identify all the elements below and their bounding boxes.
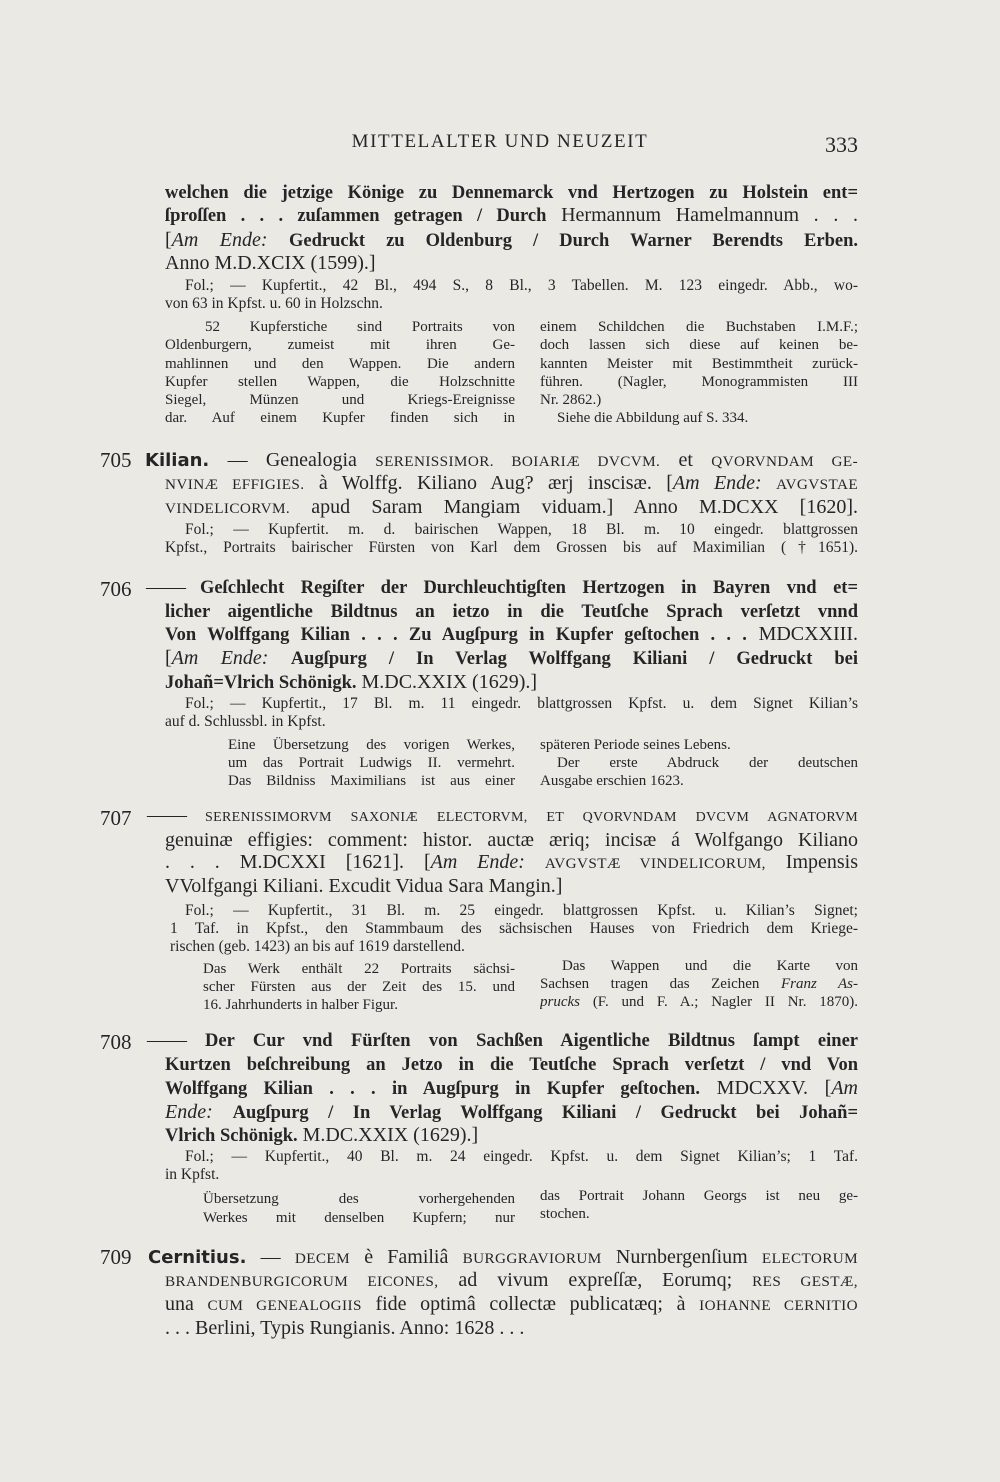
ditto-dash: ——: [147, 1029, 187, 1051]
am-ende-label: Am Ende:: [171, 229, 268, 251]
title-line: [200, 575, 858, 599]
entry-number: 706: [100, 577, 132, 601]
note-left-line: mahlinnen und den Wappen. Die andern: [165, 356, 515, 372]
title-line: [145, 448, 858, 472]
collation-line: Fol.; — Kupfertit., 40 Bl. m. 24 eingedr. Kpfst. u. dem Signet Kilian’s; 1 Taf.: [185, 1148, 858, 1165]
title-line: [205, 1028, 858, 1052]
fraktur-text: licher aigentliche Bildtnus an ietzo in die Teutſche Sprach verſetzt vnnd: [165, 602, 858, 622]
note-left-line: Übersetzung des vorhergehenden: [203, 1191, 515, 1207]
roman-text: — Genealogia: [227, 449, 357, 471]
roman-text: M.DC.XXIX (1629).]: [302, 1124, 479, 1146]
roman-text: MDCXXIII.: [758, 623, 858, 645]
note-left-line: 52 Kupferstiche sind Portraits von: [205, 319, 515, 335]
note-right-line: späteren Periode seines Lebens.: [540, 737, 731, 753]
note-right-line: das Portrait Johann Georgs ist neu ge-: [540, 1188, 858, 1204]
fraktur-text: Gedruckt zu Oldenburg / Durch Warner Berendts Erben.: [288, 231, 858, 251]
note-right-line: stochen.: [540, 1206, 590, 1222]
note-left-line: 16. Jahrhunderts in halber Figur.: [203, 997, 398, 1013]
collation-line: Fol.; — Kupfertit., 42 Bl., 494 S., 8 Bl., 3 Tabellen. M. 123 eingedr. Abb., wo-: [185, 277, 858, 294]
note-left-line: um das Portrait Ludwigs II. vermehrt.: [228, 755, 515, 771]
roman-text: Hermannum Hamelmannum . . .: [561, 204, 858, 226]
engraver-name-italic: Franz As-: [780, 976, 858, 992]
roman-text: ad vivum expreſſæ, Eorumq;: [458, 1269, 733, 1291]
smallcaps-text: AVGVSTAE: [776, 476, 858, 493]
fraktur-text: Wolffgang Kilian . . . in Augſpurg in Kupfer geſtochen.: [165, 1079, 700, 1099]
smallcaps-text: SERENISSIMOR. BOIARIÆ DVCVM.: [375, 453, 661, 470]
note-right-line: kannten Meister mit Bestimmtheit zurück-: [540, 356, 858, 372]
ditto-dash: ——: [146, 576, 186, 598]
note-left-line: Das Werk enthält 22 Portraits sächsi-: [203, 961, 515, 977]
smallcaps-text: AVGVSTÆ VINDELICORUM,: [544, 855, 766, 872]
collation-line: 1 Taf. in Kpfst., den Stammbaum des sächsischen Hauses von Friedrich dem Kriege-: [170, 920, 858, 937]
note-left-line: Siegel, Münzen und Kriegs-Ereignisse: [165, 392, 515, 408]
title-line: [165, 1076, 858, 1100]
entry-number: 705: [100, 448, 132, 472]
roman-text: Nurnbergenſium: [615, 1246, 748, 1268]
title-line: [165, 599, 858, 623]
smallcaps-text: BURGGRAVIORUM: [462, 1250, 602, 1267]
collation-line: auf d. Schlussbl. in Kpfst.: [165, 713, 326, 730]
smallcaps-text: DECEM: [294, 1250, 350, 1267]
note-right-line: [562, 957, 858, 975]
title-line: [165, 228, 858, 252]
note-right-line: einem Schildchen die Buchstaben I.M.F.;: [540, 319, 858, 335]
title-line: [165, 850, 858, 874]
fraktur-text: Der Cur vnd Fürſten von Sachßen Aigentliche Bildtnus ſampt einer: [205, 1031, 858, 1051]
roman-text: à Wolffg. Kiliano Aug? ærj inscisæ. [: [318, 472, 673, 494]
collation-line: von 63 in Kpfst. u. 60 in Holzschn.: [165, 295, 383, 312]
title-line: [165, 1052, 858, 1076]
smallcaps-text: VINDELICORVM.: [165, 500, 291, 517]
roman-text: fide optimâ collectæ publicatæq; à: [375, 1293, 686, 1315]
title-line: [165, 1268, 858, 1292]
roman-text: et: [678, 449, 693, 471]
collation-line: rischen (geb. 1423) an bis auf 1619 darstellend.: [170, 938, 465, 955]
note-right-line: Ausgabe erschien 1623.: [540, 773, 684, 789]
collation-line: Fol.; — Kupfertit., 17 Bl. m. 11 eingedr. blattgrossen Kpfst. u. dem Signet Kilian’s: [185, 695, 858, 712]
title-line: [165, 1123, 858, 1147]
fraktur-text: ſproſſen . . . zuſammen getragen / Durch: [165, 206, 547, 226]
roman-text: . . . Berlini, Typis Rungianis. Anno: 1628 . . .: [165, 1317, 525, 1339]
roman-text: . . . M.DCXXI [1621]. [: [165, 851, 431, 873]
engraver-name-italic: prucks: [540, 994, 580, 1010]
bracket: [: [165, 647, 172, 669]
fraktur-text: Kurtzen beſchreibung an Jetzo in die Teutſche Sprach verſetzt / vnd Von: [165, 1055, 858, 1075]
note-right-line: Der erste Abdruck der deutschen: [557, 755, 858, 771]
fraktur-text: Augſpurg / In Verlag Wolffgang Kiliani / Gedruckt bei: [290, 649, 858, 669]
title-line: [148, 1245, 858, 1269]
title-line: [165, 874, 858, 898]
am-ende-label: Am Ende:: [672, 472, 762, 494]
note-text: (F. und F. A.; Nagler II Nr. 1870).: [592, 994, 858, 1010]
note-left-line: Eine Übersetzung des vorigen Werkes,: [228, 737, 515, 753]
title-line: [165, 828, 858, 852]
smallcaps-text: BRANDENBURGICORUM EICONES,: [165, 1273, 439, 1290]
note-right-line: führen. (Nagler, Monogrammisten III: [540, 374, 858, 390]
note-left-line: Kupfer stellen Wappen, die Holzschnitte: [165, 374, 515, 390]
roman-text: —: [260, 1246, 281, 1268]
fraktur-text: welchen die jetzige Könige zu Dennemarck vnd Hertzogen zu Holstein ent=: [165, 183, 858, 203]
author-heading: Cernitius.: [148, 1247, 247, 1268]
entry-number: 708: [100, 1030, 132, 1054]
smallcaps-text: QVORVNDAM GE-: [711, 453, 858, 470]
title-line: [165, 180, 858, 204]
roman-text: M.DC.XXIX (1629).]: [361, 671, 538, 693]
fraktur-text: Johañ=Vlrich Schönigk.: [165, 673, 357, 693]
roman-text: VVolfgangi Kiliani. Excudit Vidua Sara Mangin.]: [165, 875, 563, 897]
note-right-line: [540, 993, 858, 1011]
title-line: [165, 203, 858, 227]
smallcaps-text: ELECTORUM: [761, 1250, 858, 1267]
note-see-reference: Siehe die Abbildung auf S. 334.: [557, 410, 749, 426]
title-line: [165, 622, 858, 646]
title-line: [165, 495, 858, 519]
title-line: [165, 1100, 858, 1124]
author-heading: Kilian.: [145, 450, 210, 471]
smallcaps-text: RES GESTÆ,: [752, 1273, 858, 1290]
running-title: MITTELALTER UND NEUZEIT: [351, 131, 649, 152]
collation-line: Fol.; — Kupfertit. m. d. bairischen Wappen, 18 Bl. m. 10 eingedr. blattgrossen: [185, 521, 858, 538]
roman-text: apud Saram Mangiam viduam.] Anno M.DCXX [1620].: [311, 496, 858, 518]
title-line: [165, 1316, 858, 1340]
fraktur-text: Augſpurg / In Verlag Wolffgang Kiliani / Gedruckt bei Johañ=: [232, 1103, 858, 1123]
roman-text: Anno M.D.XCIX (1599).]: [165, 252, 376, 274]
fraktur-text: Vlrich Schönigk.: [165, 1126, 298, 1146]
smallcaps-text: CUM GENEALOGIIS: [207, 1297, 362, 1314]
collation-line: in Kpfst.: [165, 1166, 220, 1183]
am-ende-label: Am Ende:: [171, 647, 269, 669]
collation-line: Fol.; — Kupfertit., 31 Bl. m. 25 eingedr. blattgrossen Kpfst. u. Kilian’s Signet;: [185, 902, 858, 919]
note-right-line: [540, 975, 858, 993]
title-line: [165, 1292, 858, 1316]
note-left-line: Werkes mit denselben Kupfern; nur: [203, 1210, 515, 1226]
am-ende-label: Ende:: [165, 1101, 213, 1123]
title-line: [165, 251, 858, 275]
title-line: [165, 646, 858, 670]
entry-number: 707: [100, 806, 132, 830]
am-ende-label: Am Ende:: [430, 851, 525, 873]
note-text: Das Wappen und die Karte von: [562, 958, 858, 974]
fraktur-text: Von Wolffgang Kilian . . . Zu Augſpurg in Kupfer geſtochen . . .: [165, 625, 747, 645]
note-right-line: doch lassen sich diese auf keinen be-: [540, 337, 858, 353]
note-left-line: dar. Auf einem Kupfer finden sich in: [165, 410, 515, 426]
roman-text: MDCXXV. [: [716, 1077, 832, 1099]
roman-text: una: [165, 1293, 194, 1315]
roman-text: genuinæ effigies: comment: histor. auctæ æriq; incisæ á Wolfgango Kiliano: [165, 829, 858, 851]
smallcaps-text: SERENISSIMORVM SAXONIÆ ELECTORVM, ET QVORVNDAM DVCVM AGNATORVM: [205, 810, 858, 825]
note-right-line: Nr. 2862.): [540, 392, 602, 408]
smallcaps-text: IOHANNE CERNITIO: [699, 1297, 858, 1314]
note-left-line: Das Bildniss Maximilians ist aus einer: [228, 773, 515, 789]
note-left-line: Oldenburgern, zumeist mit ihren Ge-: [165, 337, 515, 353]
collation-line: Kpfst., Portraits bairischer Fürsten von Karl dem Grossen bis auf Maximilian (†1651).: [165, 539, 858, 556]
fraktur-text: Geſchlecht Regiſter der Durchleuchtigſten Hertzogen in Bayren vnd et=: [200, 578, 858, 598]
roman-text: Impensis: [785, 851, 858, 873]
bracket: [: [165, 229, 172, 251]
note-left-line: scher Fürsten aus der Zeit des 15. und: [203, 979, 515, 995]
entry-number: 709: [100, 1245, 132, 1269]
ditto-dash: ——: [147, 804, 187, 826]
smallcaps-text: NVINÆ EFFIGIES.: [165, 476, 305, 493]
page-number: 333: [825, 132, 858, 157]
am-ende-label: Am: [831, 1077, 858, 1099]
title-line: [165, 471, 858, 495]
note-text: Sachsen tragen das Zeichen: [540, 976, 760, 992]
title-line: [165, 670, 858, 694]
title-line: [205, 803, 858, 827]
roman-text: è Familiâ: [364, 1246, 449, 1268]
